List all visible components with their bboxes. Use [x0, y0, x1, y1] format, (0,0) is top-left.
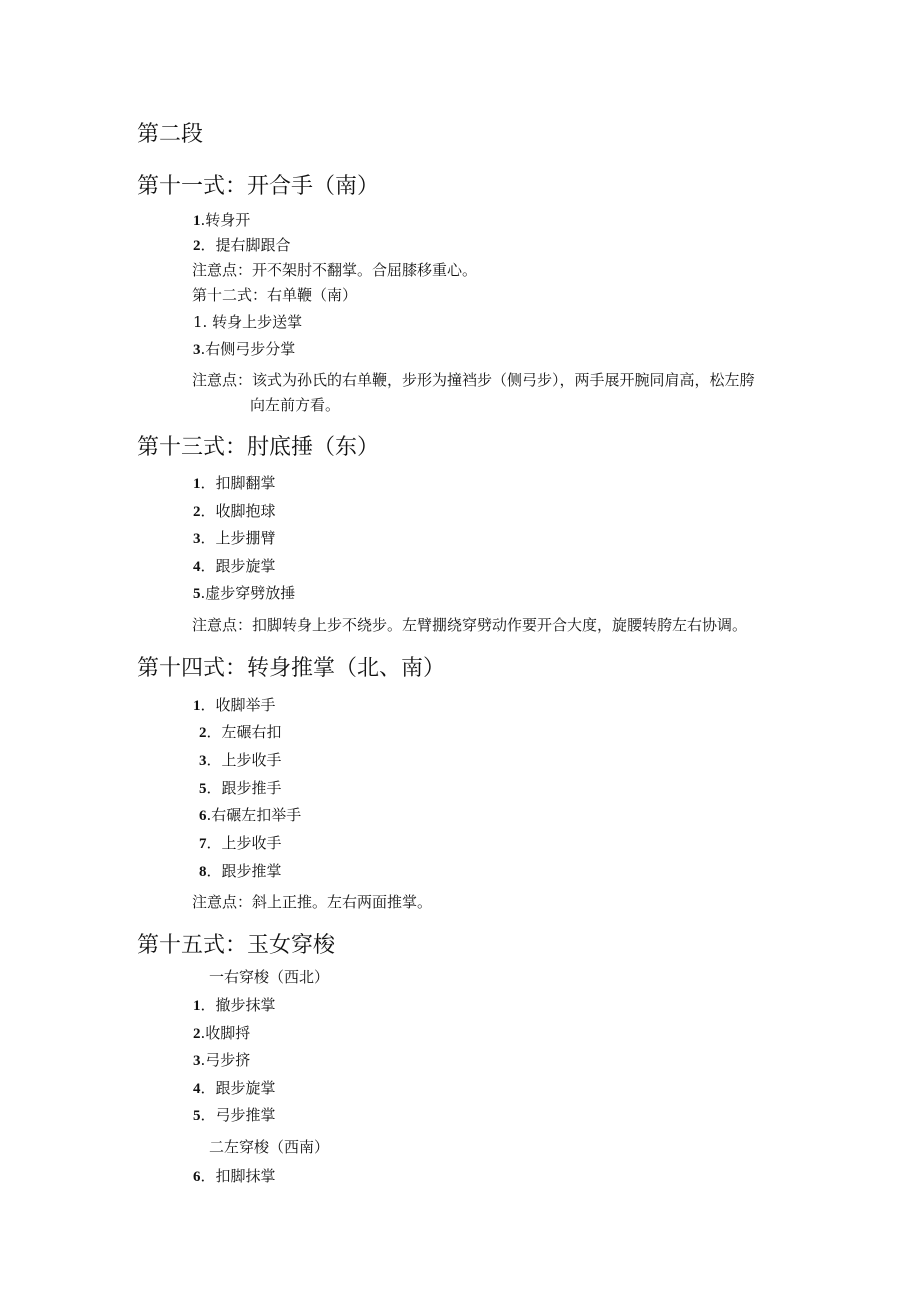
step-text: ．收脚抱球	[200, 502, 276, 520]
step-text: .转身开	[200, 211, 251, 229]
step-number: 3	[199, 753, 207, 769]
sub-heading: 一右穿梭（西北）	[209, 968, 330, 986]
note: 注意点：开不架肘不翻掌。合屈膝移重心。	[192, 261, 478, 279]
step-text: .右碾左扣举手	[206, 806, 302, 824]
note-continuation: 向左前方看。	[250, 396, 341, 414]
step-number: 7	[199, 836, 207, 852]
sub-heading: 二左穿梭（西南）	[209, 1138, 330, 1156]
step-item	[193, 1165, 276, 1186]
step-text: ．跟步旋掌	[200, 1079, 276, 1097]
step-text: ．扣脚抹掌	[200, 1167, 276, 1185]
step-item	[193, 582, 295, 603]
form-heading: 第十四式：转身推掌（北、南）	[137, 656, 446, 681]
step-item	[193, 234, 291, 255]
step-number: 3	[193, 1053, 201, 1069]
step-text: .虚步穿劈放捶	[200, 584, 296, 602]
step-text: ．上步收手	[206, 751, 282, 769]
step-number: 6	[199, 808, 207, 824]
step-number: 2	[193, 1026, 201, 1042]
step-text: ．提右脚跟合	[200, 236, 291, 254]
step-item	[193, 527, 276, 548]
step-number: 1	[193, 476, 201, 492]
section-title: 第二段	[137, 122, 204, 147]
step-number: 5	[199, 781, 207, 797]
step-text: ．跟步推手	[206, 779, 282, 797]
step-item	[193, 694, 276, 715]
step-item	[193, 472, 276, 493]
step-text: ．弓步推掌	[200, 1106, 276, 1124]
step-text: ．跟步旋掌	[200, 557, 276, 575]
step-number: 6	[193, 1169, 201, 1185]
form-heading: 第十三式：肘底捶（东）	[137, 435, 380, 460]
step-item	[193, 338, 295, 359]
step-item	[199, 832, 282, 853]
step-number: 5	[193, 1108, 201, 1124]
step-number: 1	[193, 213, 201, 229]
step-text: 1. 转身上步送掌	[193, 313, 303, 331]
note: 注意点：扣脚转身上步不绕步。左臂掤绕穿劈动作要开合大度，旋腰转胯左右协调。	[192, 616, 748, 634]
step-text: ．撤步抹掌	[200, 996, 276, 1014]
step-number: 2	[193, 504, 201, 520]
step-number: 8	[199, 864, 207, 880]
step-text: ．收脚举手	[200, 696, 276, 714]
form-heading: 第十一式：开合手（南）	[137, 174, 380, 199]
step-number: 4	[193, 1081, 201, 1097]
step-text: .右侧弓步分掌	[200, 340, 296, 358]
step-text: .弓步挤	[200, 1051, 251, 1069]
step-item	[199, 721, 282, 742]
step-text: ．扣脚翻掌	[200, 474, 276, 492]
step-number: 3	[193, 342, 201, 358]
note: 注意点：该式为孙氏的右单鞭，步形为撞裆步（侧弓步），两手展开腕同肩高，松左胯	[192, 371, 755, 389]
step-text: ．跟步推掌	[206, 862, 282, 880]
step-item	[193, 1077, 276, 1098]
step-item	[199, 749, 282, 770]
step-number: 1	[193, 698, 201, 714]
step-item	[193, 1049, 250, 1070]
step-number: 5	[193, 586, 201, 602]
step-item	[193, 209, 250, 230]
form-heading-small: 第十二式：右单鞭（南）	[192, 286, 358, 304]
form-heading: 第十五式：玉女穿梭	[137, 933, 336, 958]
step-item	[199, 777, 282, 798]
step-item	[193, 1022, 250, 1043]
step-number: 4	[193, 559, 201, 575]
step-item	[193, 311, 302, 332]
step-text: ．上步掤臂	[200, 529, 276, 547]
step-number: 2	[193, 238, 201, 254]
step-text: ．上步收手	[206, 834, 282, 852]
step-item	[193, 500, 276, 521]
step-number: 3	[193, 531, 201, 547]
step-item	[193, 994, 276, 1015]
step-number: 1	[193, 998, 201, 1014]
step-text: .收脚捋	[200, 1024, 251, 1042]
step-text: ．左碾右扣	[206, 723, 282, 741]
step-item	[199, 860, 282, 881]
note: 注意点：斜上正推。左右两面推掌。	[192, 893, 433, 911]
step-number: 2	[199, 725, 207, 741]
step-item	[193, 1104, 276, 1125]
step-item	[193, 555, 276, 576]
step-item	[199, 804, 301, 825]
